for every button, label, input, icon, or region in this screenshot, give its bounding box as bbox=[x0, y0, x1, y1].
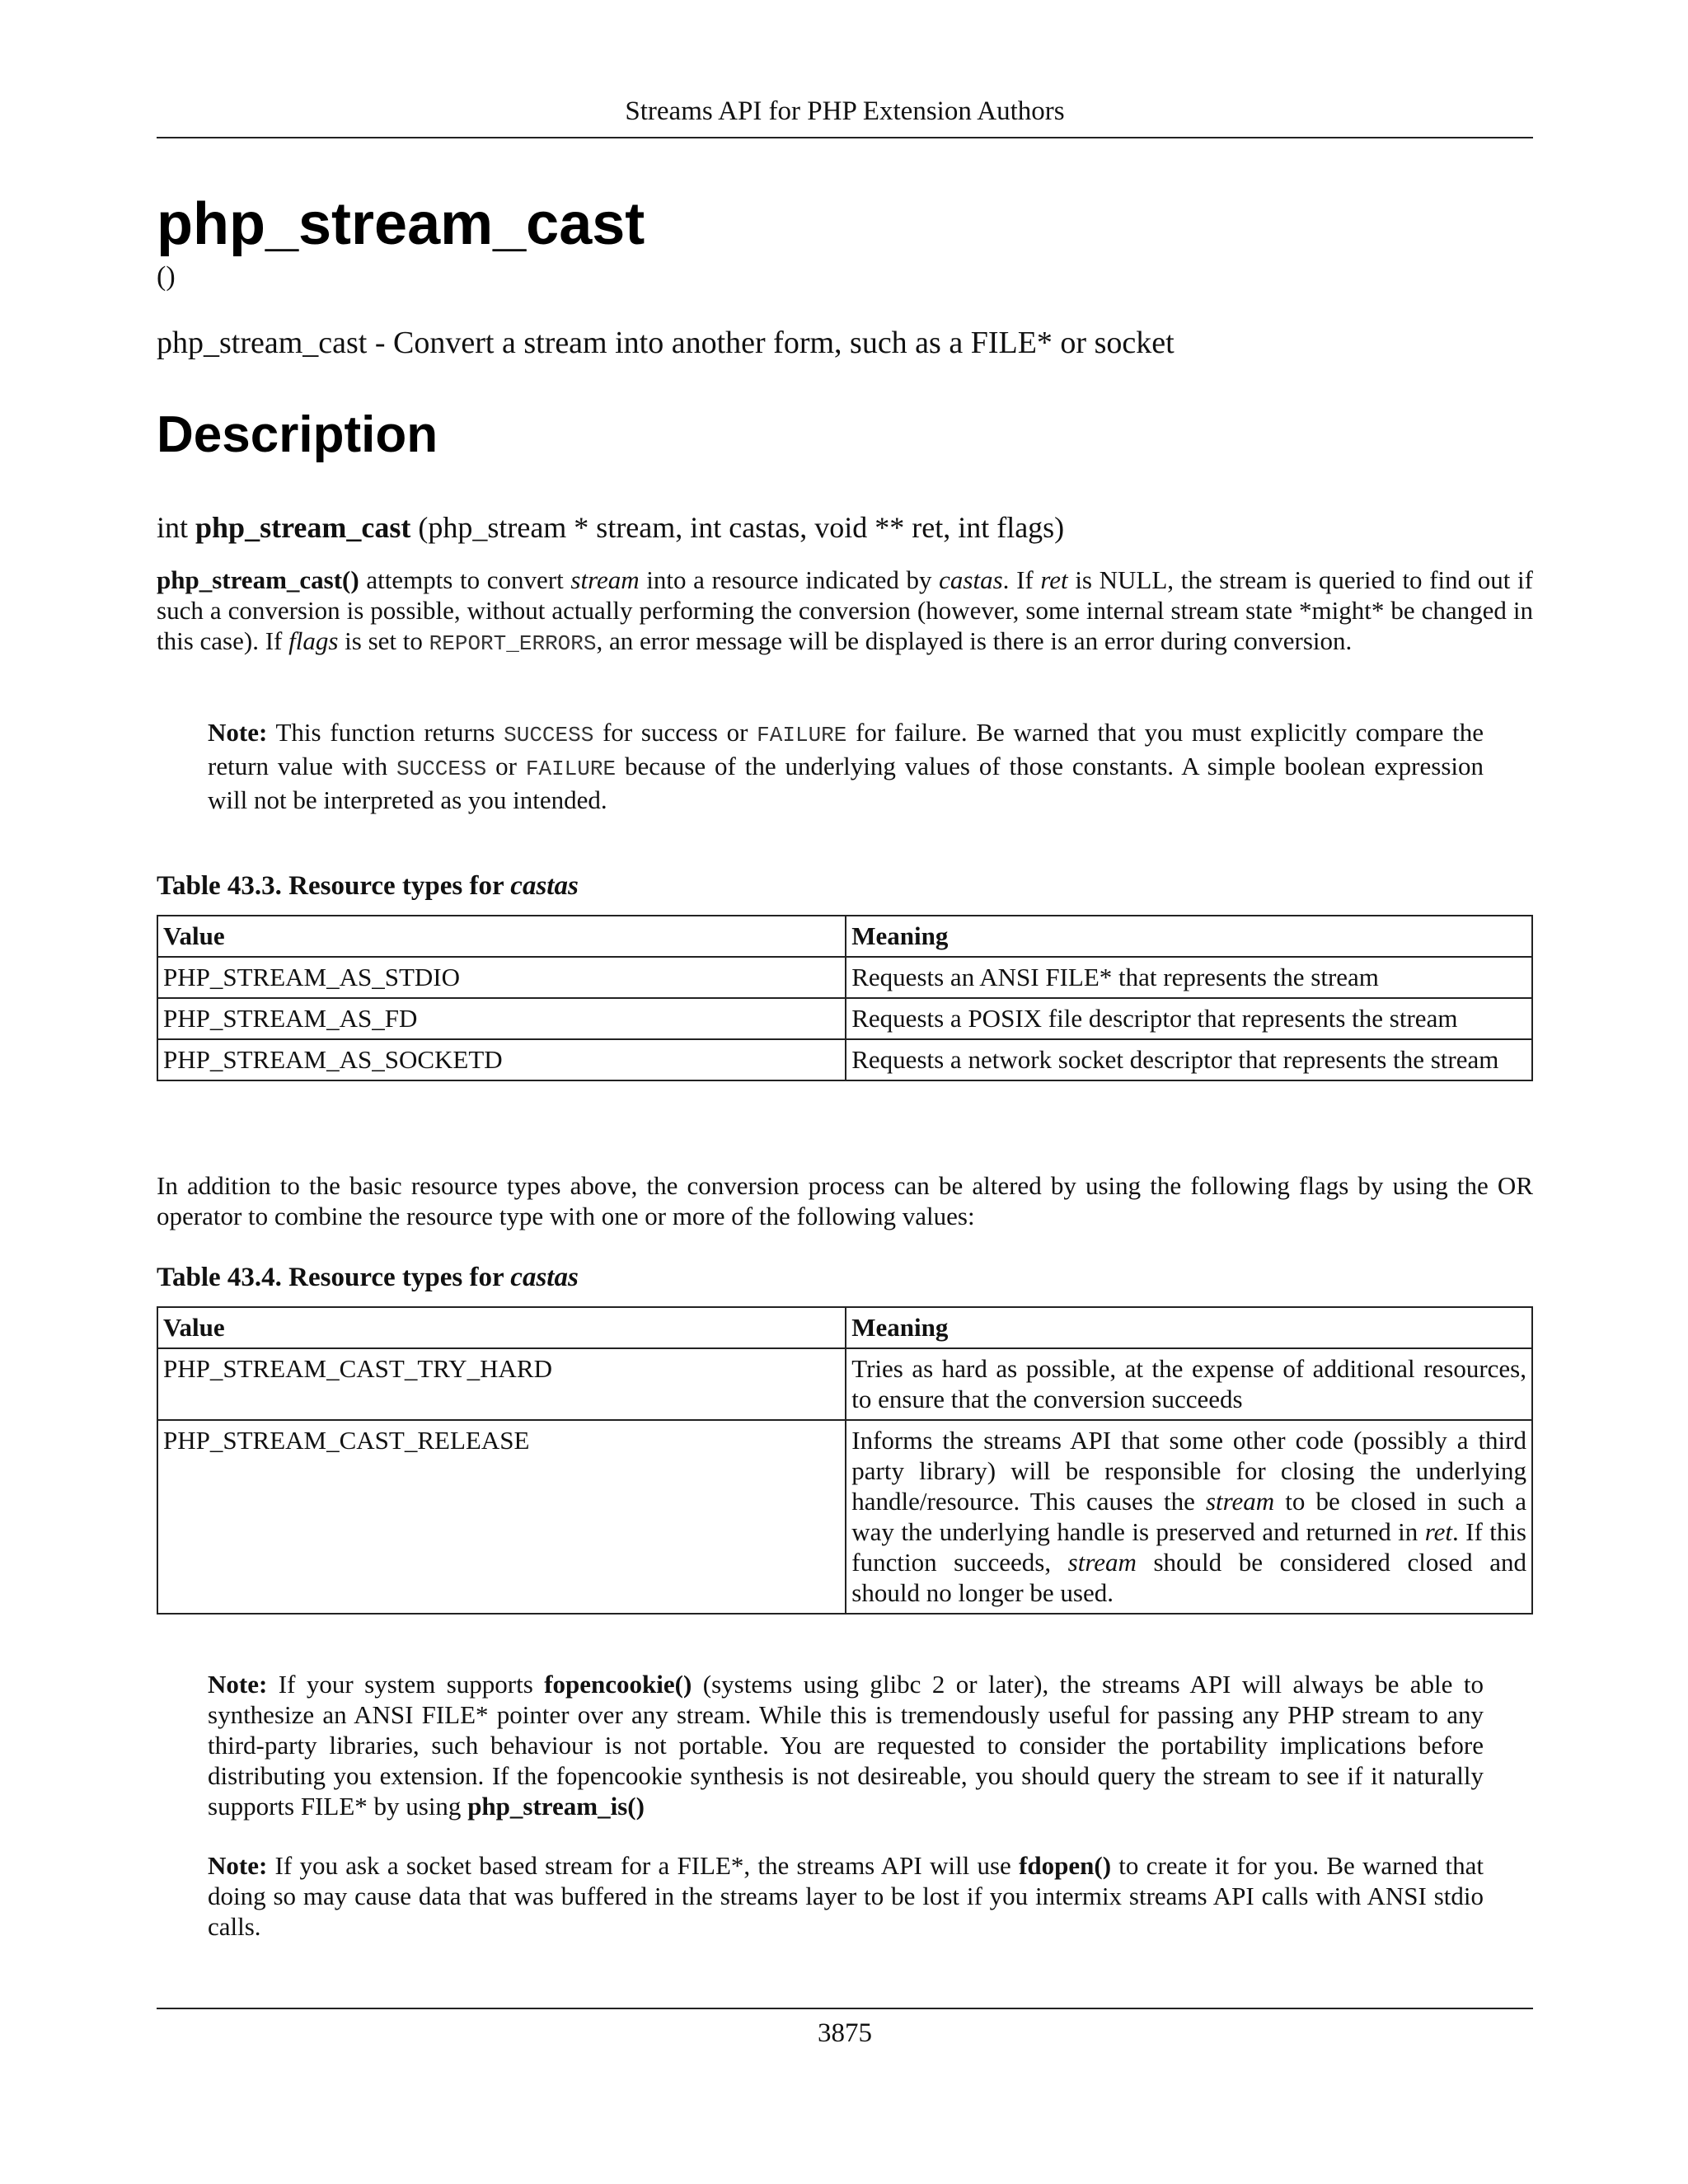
cell-meaning: Tries as hard as possible, at the expense of additional resources, to ensure that the conversion succeeds bbox=[846, 1348, 1532, 1420]
param-ref: flags bbox=[288, 626, 339, 655]
note-label: Note: bbox=[208, 718, 268, 747]
param-ref: stream bbox=[570, 565, 640, 594]
caption-text: Table 43.4. Resource types for bbox=[157, 1263, 511, 1292]
flags-paragraph: In addition to the basic resource types above, the conversion process can be altered by using the following flags by using the OR operator to combine the resource type with one or more of the following values: bbox=[157, 1171, 1533, 1230]
text-run: (systems using glibc 2 or later), the streams API will always be able to synthesize an ANSI FILE* pointer over any stream. While this is tremendously useful for passing any PHP stream to any third-party libraries, such behaviour is not portable. You are requested to consider the portability implications before distributing you extension. If the fopencookie synthesis is not desireable, you should query the stream to see if it naturally supports FILE* by using bbox=[208, 1670, 1484, 1821]
function-synopsis bbox=[157, 509, 1064, 546]
function-name: php_stream_cast bbox=[195, 511, 411, 544]
table-row bbox=[157, 1348, 1532, 1420]
cell-meaning: Requests a network socket descriptor that represents the stream bbox=[846, 1039, 1532, 1080]
cell-value: PHP_STREAM_CAST_RELEASE bbox=[157, 1420, 846, 1614]
return-type: int bbox=[157, 511, 189, 544]
table-header-row bbox=[157, 916, 1532, 957]
param-ref: castas bbox=[939, 565, 1003, 594]
column-header-value: Value bbox=[157, 916, 846, 957]
constant-ref: SUCCESS bbox=[504, 723, 594, 748]
text-run: This function returns bbox=[267, 718, 504, 747]
text-run: is set to bbox=[338, 626, 429, 655]
table-caption bbox=[157, 869, 579, 902]
text-run: to create it for you. Be warned that doing so may cause data that was buffered in the streams layer to be lost if you intermix streams API calls with ANSI stdio calls. bbox=[208, 1851, 1484, 1941]
text-run: or bbox=[486, 752, 526, 780]
refentry-purpose: php_stream_cast - Convert a stream into another form, such as a FILE* or socket bbox=[157, 326, 1175, 360]
note-fopencookie bbox=[208, 1669, 1484, 1821]
fn-ref: php_stream_is() bbox=[467, 1792, 645, 1821]
table-caption bbox=[157, 1261, 579, 1294]
cell-meaning: Requests an ANSI FILE* that represents the stream bbox=[846, 957, 1532, 998]
note-label: Note: bbox=[208, 1670, 268, 1699]
text-run: is NULL, the stream is queried to find out if such a conversion is possible, without actually performing the conversion (however, some internal stream state *might* be changed in this case). If bbox=[157, 565, 1533, 655]
fn-ref: fdopen() bbox=[1019, 1851, 1112, 1880]
text-run: , an error message will be displayed is there is an error during conversion. bbox=[596, 626, 1353, 655]
text-run: because of the underlying values of those constants. A simple boolean expression will not be interpreted as you intended. bbox=[208, 752, 1484, 814]
header-rule bbox=[157, 137, 1533, 138]
table-row bbox=[157, 1039, 1532, 1080]
column-header-meaning: Meaning bbox=[846, 1307, 1532, 1348]
text-run: If you ask a socket based stream for a FILE*, the streams API will use bbox=[267, 1851, 1020, 1880]
cell-value: PHP_STREAM_AS_FD bbox=[157, 998, 846, 1039]
function-params: (php_stream * stream, int castas, void ** ret, int flags) bbox=[418, 511, 1065, 544]
note-return-values bbox=[208, 717, 1484, 815]
constant-ref: REPORT_ERRORS bbox=[429, 631, 597, 656]
cast-flags-table bbox=[157, 1306, 1533, 1615]
constant-ref: FAILURE bbox=[757, 723, 847, 748]
table-row bbox=[157, 1420, 1532, 1614]
description-paragraph bbox=[157, 565, 1533, 659]
note-fdopen bbox=[208, 1850, 1484, 1942]
cell-value: PHP_STREAM_CAST_TRY_HARD bbox=[157, 1348, 846, 1420]
param-ref: ret bbox=[1424, 1517, 1452, 1546]
fn-ref: php_stream_cast() bbox=[157, 565, 359, 594]
text-run: Informs the streams API that some other code (possibly a third party library) will be responsible for closing the underlying handle/resource. This causes the bbox=[851, 1426, 1526, 1516]
description-heading: Description bbox=[157, 406, 438, 463]
note-label: Note: bbox=[208, 1851, 268, 1880]
cell-value: PHP_STREAM_AS_STDIO bbox=[157, 957, 846, 998]
caption-emphasis: castas bbox=[510, 871, 579, 901]
text-run: into a resource indicated by bbox=[639, 565, 940, 594]
param-ref: ret bbox=[1040, 565, 1068, 594]
text-run: for failure. Be warned that you must explicitly compare the return value with bbox=[208, 718, 1484, 780]
table-header-row bbox=[157, 1307, 1532, 1348]
refentry-parens: () bbox=[157, 261, 176, 292]
caption-emphasis: castas bbox=[510, 1263, 579, 1292]
column-header-value: Value bbox=[157, 1307, 846, 1348]
text-run: should be considered closed and should no longer be used. bbox=[851, 1548, 1526, 1607]
param-ref: stream bbox=[1067, 1548, 1137, 1577]
constant-ref: FAILURE bbox=[525, 757, 617, 781]
param-ref: stream bbox=[1205, 1487, 1275, 1516]
text-run: to be closed in such a way the underlying handle is preserved and returned in bbox=[851, 1487, 1526, 1546]
text-run: for success or bbox=[593, 718, 757, 747]
cell-meaning: Requests a POSIX file descriptor that represents the stream bbox=[846, 998, 1532, 1039]
constant-ref: SUCCESS bbox=[396, 757, 487, 781]
text-run: attempts to convert bbox=[359, 565, 571, 594]
text-run: . If this function succeeds, bbox=[851, 1517, 1526, 1577]
cell-meaning bbox=[846, 1420, 1532, 1614]
running-header: Streams API for PHP Extension Authors bbox=[625, 96, 1065, 126]
page-number: 3875 bbox=[818, 2018, 872, 2048]
text-run: . If bbox=[1002, 565, 1041, 594]
table-row bbox=[157, 957, 1532, 998]
fn-ref: fopencookie() bbox=[544, 1670, 692, 1699]
cell-value: PHP_STREAM_AS_SOCKETD bbox=[157, 1039, 846, 1080]
footer-rule bbox=[157, 2008, 1533, 2009]
refentry-title: php_stream_cast bbox=[157, 191, 645, 257]
caption-text: Table 43.3. Resource types for bbox=[157, 871, 511, 901]
table-row bbox=[157, 998, 1532, 1039]
column-header-meaning: Meaning bbox=[846, 916, 1532, 957]
resource-types-table bbox=[157, 915, 1533, 1081]
text-run: If your system supports bbox=[267, 1670, 545, 1699]
